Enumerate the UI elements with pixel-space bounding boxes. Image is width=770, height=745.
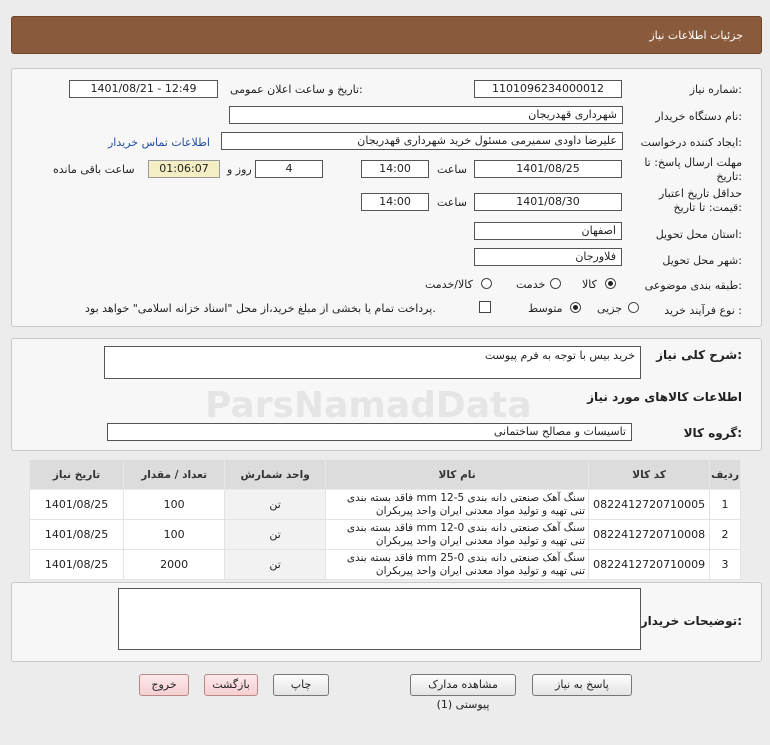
cell-date: 1401/08/25 (30, 490, 124, 520)
delivery-province-label: استان محل تحویل: (655, 228, 742, 241)
buyer-org-field: شهرداری قهدریجان (229, 106, 623, 124)
requester-label: ایجاد کننده درخواست: (640, 136, 742, 149)
table-row (30, 490, 741, 520)
deadline-days-label: روز و (227, 163, 252, 176)
remaining-time-field: 01:06:07 (148, 160, 220, 178)
purchase-type-radio-medium[interactable] (570, 302, 581, 313)
table-row (30, 550, 741, 580)
requester-field: علیرضا داودی سمیرمی مسئول خرید شهرداری قهدریجان (221, 132, 623, 150)
announce-datetime-field: 1401/08/21 - 12:49 (69, 80, 218, 98)
view-attachments-button[interactable]: مشاهده مدارک پیوستی (1) (410, 674, 516, 696)
cell-row: 2 (710, 520, 741, 550)
delivery-city-label: شهر محل تحویل: (662, 254, 742, 267)
buyer-contact-link[interactable]: اطلاعات تماس خریدار (108, 136, 210, 149)
category-radio-service[interactable] (550, 278, 561, 289)
cell-qty: 100 (124, 520, 225, 550)
goods-group-field: تاسیسات و مصالح ساختمانی (107, 423, 632, 441)
items-table-header (30, 460, 741, 490)
goods-info-title: اطلاعات کالاهای مورد نیاز (587, 390, 742, 404)
col-date: تاریخ نیاز (30, 460, 124, 490)
treasury-bonds-checkbox[interactable] (479, 301, 491, 313)
table-row (30, 520, 741, 550)
deadline-time-field: 14:00 (361, 160, 429, 178)
cell-row: 3 (710, 550, 741, 580)
need-number-field: 1101096234000012 (474, 80, 622, 98)
cell-name: سنگ آهک صنعتی دانه بندی mm 12-5 فاقد بسته بندی تنی تهیه و تولید مواد معدنی ایران واحد پیربکران (326, 490, 589, 520)
cell-row: 1 (710, 490, 741, 520)
cell-name: سنگ آهک صنعتی دانه بندی mm 12-0 فاقد بسته بندی تنی تهیه و تولید مواد معدنی ایران واحد پیربکران (326, 520, 589, 550)
category-radio-goods[interactable] (605, 278, 616, 289)
remaining-time-label: ساعت باقی مانده (53, 163, 135, 176)
cell-unit: تن (225, 490, 326, 520)
cell-unit: تن (225, 550, 326, 580)
purchase-type-option-minor: جزیی (597, 302, 623, 315)
cell-date: 1401/08/25 (30, 550, 124, 580)
purchase-type-option-medium: متوسط (528, 302, 563, 315)
col-name: نام کالا (326, 460, 589, 490)
category-label: طبقه بندی موضوعی: (644, 279, 742, 292)
items-table (29, 459, 741, 580)
exit-button[interactable]: خروج (139, 674, 189, 696)
back-button[interactable]: بازگشت (204, 674, 258, 696)
col-row: ردیف (710, 460, 741, 490)
buyer-notes-field (118, 588, 641, 650)
deadline-label-line1: مهلت ارسال پاسخ: تا (644, 156, 742, 169)
delivery-province-field: اصفهان (474, 222, 622, 240)
items-table-wrapper (29, 459, 741, 580)
cell-code: 0822412720710005 (589, 490, 710, 520)
cell-code: 0822412720710008 (589, 520, 710, 550)
validity-date-field: 1401/08/30 (474, 193, 622, 211)
buyer-notes-label: توضیحات خریدار: (640, 614, 742, 628)
deadline-days-field: 4 (255, 160, 323, 178)
validity-label-line1: حداقل تاریخ اعتبار (658, 187, 742, 200)
validity-time-label: ساعت (437, 196, 467, 209)
description-field: خرید بیس با توجه به فرم پیوست (104, 346, 641, 379)
announce-datetime-label: تاریخ و ساعت اعلان عمومی: (230, 83, 363, 96)
purchase-type-radio-minor[interactable] (628, 302, 639, 313)
cell-code: 0822412720710009 (589, 550, 710, 580)
need-number-label: شماره نیاز: (689, 83, 742, 96)
reply-to-need-button[interactable]: پاسخ به نیاز (532, 674, 632, 696)
cell-unit: تن (225, 520, 326, 550)
page-header (11, 16, 762, 54)
cell-qty: 100 (124, 490, 225, 520)
cell-date: 1401/08/25 (30, 520, 124, 550)
deadline-date-field: 1401/08/25 (474, 160, 622, 178)
treasury-bonds-text: پرداخت تمام یا بخشی از مبلغ خرید،از محل "اسناد خزانه اسلامی" خواهد بود. (85, 302, 436, 315)
cell-qty: 2000 (124, 550, 225, 580)
print-button[interactable]: چاپ (273, 674, 329, 696)
category-radio-goods-service[interactable] (481, 278, 492, 289)
col-code: کد کالا (589, 460, 710, 490)
goods-group-label: گروه کالا: (683, 426, 742, 440)
buyer-org-label: نام دستگاه خریدار: (655, 110, 742, 123)
delivery-city-field: فلاورجان (474, 248, 622, 266)
validity-label-line2: قیمت: تا تاریخ: (673, 201, 742, 214)
category-option-goods: کالا (582, 278, 597, 291)
deadline-label-line2: تاریخ: (716, 170, 742, 183)
description-label: شرح کلی نیاز: (656, 348, 742, 362)
category-option-service: خدمت (516, 278, 546, 291)
validity-time-field: 14:00 (361, 193, 429, 211)
col-unit: واحد شمارش (225, 460, 326, 490)
cell-name: سنگ آهک صنعتی دانه بندی mm 25-0 فاقد بسته بندی تنی تهیه و تولید مواد معدنی ایران واحد پیربکران (326, 550, 589, 580)
category-option-goods-service: کالا/خدمت (425, 278, 473, 291)
deadline-time-label: ساعت (437, 163, 467, 176)
col-qty: تعداد / مقدار (124, 460, 225, 490)
page-title: جزئیات اطلاعات نیاز (649, 29, 743, 42)
purchase-type-label: نوع فرآیند خرید : (664, 304, 742, 317)
